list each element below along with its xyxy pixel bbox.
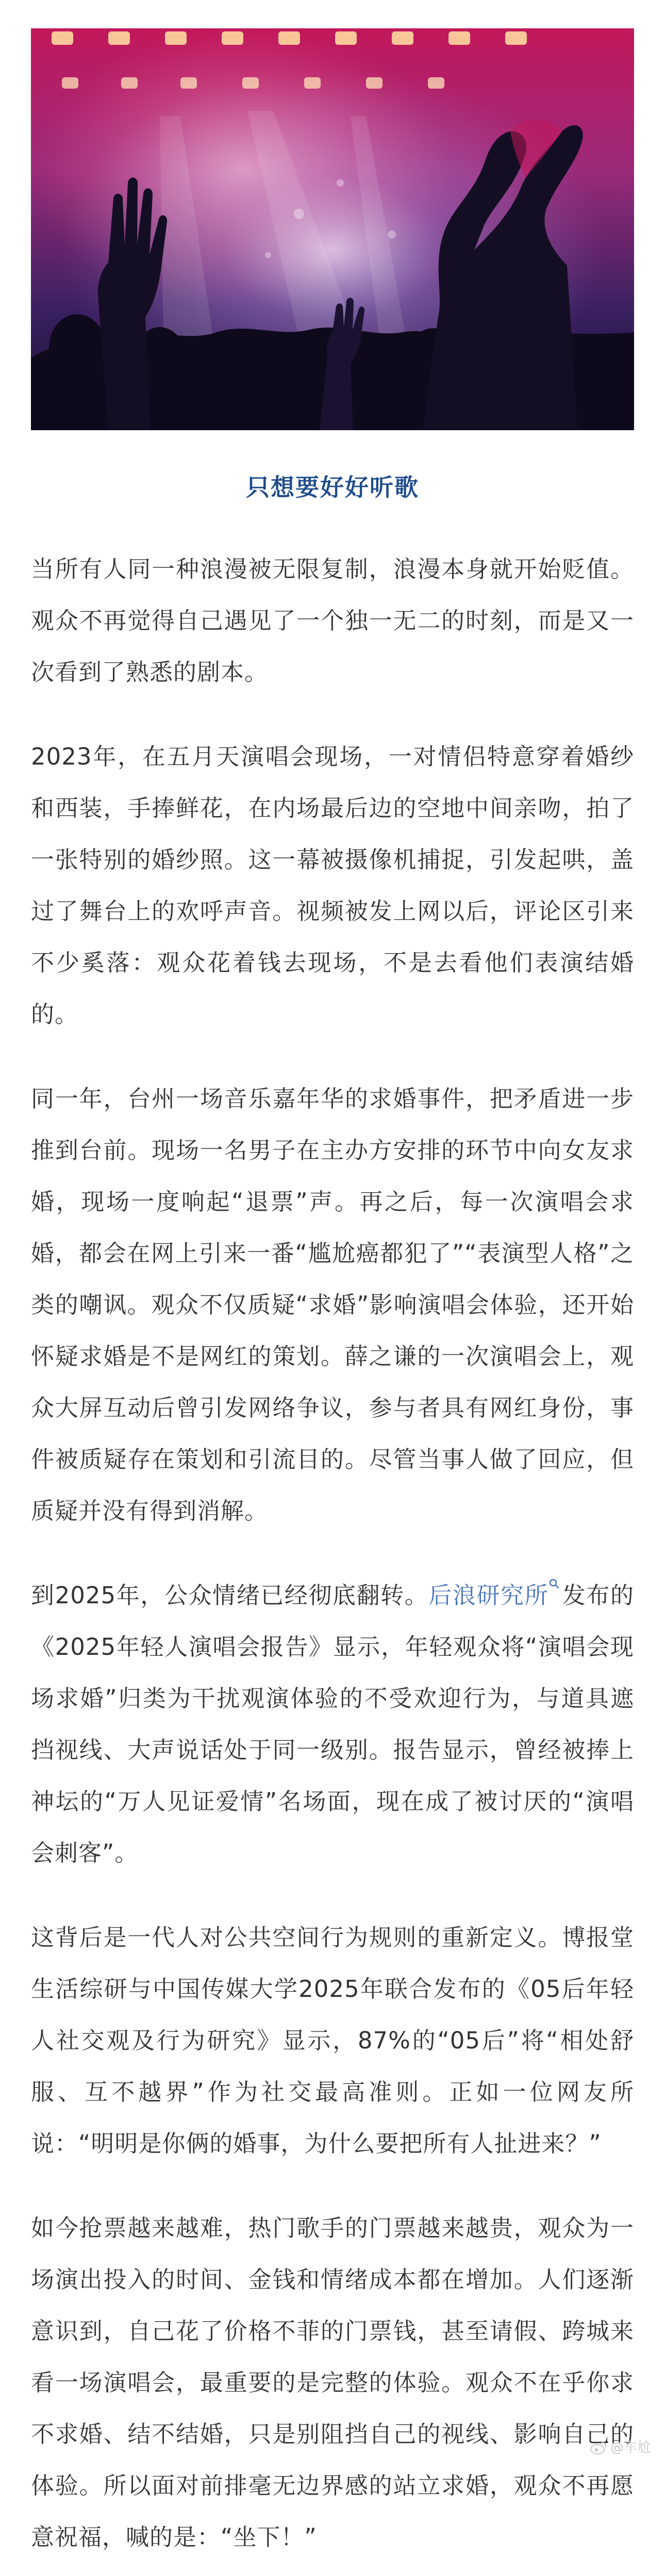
concert-photo — [31, 28, 634, 430]
watermark — [590, 2439, 651, 2456]
search-icon[interactable] — [548, 1578, 560, 1589]
watermark-text: @车尬 — [610, 2440, 651, 2455]
paragraph-2: 2023年，在五月天演唱会现场，一对情侣特意穿着婚纱和西装，手捧鲜花，在内场最后边的空地中间亲吻，拍了一张特别的婚纱照。这一幕被摄像机捕捉，引发起哄，盖过了舞台上的欢呼声音。视频被发上网以后，评论区引来不少奚落：观众花着钱去现场，不是去看他们表演结婚的。 — [31, 743, 634, 1028]
paragraph-4 — [31, 1570, 634, 1879]
paragraph-6: 如今抢票越来越难，热门歌手的门票越来越贵，观众为一场演出投入的时间、金钱和情绪成本都在增加。人们逐渐意识到，自己花了价格不菲的门票钱，甚至请假、跨城来看一场演唱会，最重要的是完整的体验。观众不在乎你求不求婚、结不结婚，只是别阻挡自己的视线、影响自己的体验。所以面对前排毫无边界感的站立求婚，观众不再愿意祝福，喊的是：“坐下！” — [31, 2214, 634, 2551]
paragraph-5: 这背后是一代人对公共空间行为规则的重新定义。博报堂生活综研与中国传媒大学2025年联合发布的《05后年轻人社交观及行为研究》显示，87%的“05后”将“相处舒服、互不越界”作为社交最高准则。正如一位网友所说：“明明是你俩的婚事，为什么要把所有人扯进来？” — [31, 1924, 634, 2157]
paragraph-4-rest: 发布的《2025年轻人演唱会报告》显示，年轻观众将“演唱会现场求婚”归类为干扰观演体验的不受欢迎行为，与道具遮挡视线、大声说话处于同一级别。报告显示，曾经被捧上神坛的“万人见证爱情”名场面，现在成了被讨厌的“演唱会刺客”。 — [31, 1582, 634, 1867]
weibo-logo-icon — [590, 2441, 607, 2455]
org-link-label[interactable]: 后浪研究所 — [428, 1582, 549, 1609]
paragraph-4-lead: 到2025年，公众情绪已经彻底翻转。 — [31, 1582, 429, 1609]
section-title: 只想要好好听歌 — [246, 473, 419, 501]
hero-image — [31, 28, 634, 430]
article-body — [31, 544, 634, 2576]
paragraph-3: 同一年，台州一场音乐嘉年华的求婚事件，把矛盾进一步推到台前。现场一名男子在主办方安排的环节中向女友求婚，现场一度响起“退票”声。再之后，每一次演唱会求婚，都会在网上引来一番“尴尬癌都犯了”“表演型人格”之类的嘲讽。观众不仅质疑“求婚”影响演唱会体验，还开始怀疑求婚是不是网红的策划。薛之谦的一次演唱会上，观众大屏互动后曾引发网络争议，参与者具有网红身份，事件被质疑存在策划和引流目的。尽管当事人做了回应，但质疑并没有得到消解。 — [31, 1085, 634, 1524]
paragraph-1: 当所有人同一种浪漫被无限复制，浪漫本身就开始贬值。观众不再觉得自己遇见了一个独一无二的时刻，而是又一次看到了熟悉的剧本。 — [31, 555, 634, 686]
org-link[interactable] — [428, 1582, 562, 1609]
